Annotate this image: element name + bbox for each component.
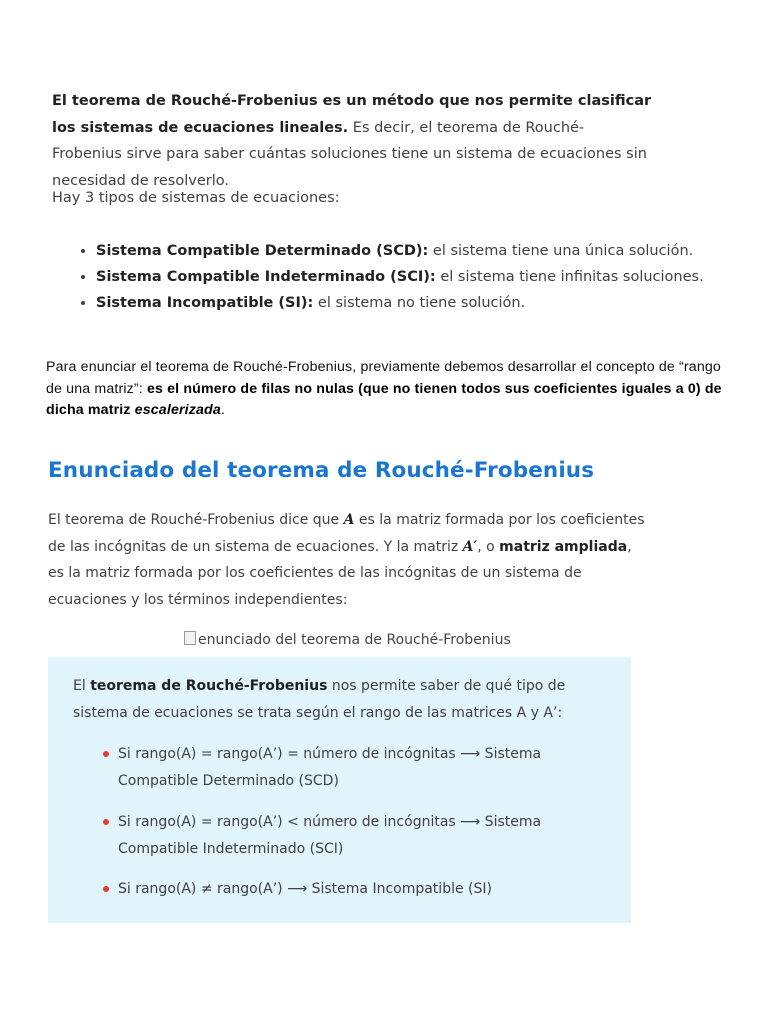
list-item	[96, 264, 716, 290]
statement-text: es la matriz formada por los coeficientes de las incógnitas de un sistema de ecuaciones. Y la matriz	[48, 512, 645, 555]
rango-bold	[46, 381, 722, 419]
image-alt-text: enunciado del teorema de Rouché-Frobenius	[198, 632, 511, 648]
theorem-box	[48, 657, 631, 923]
broken-image-icon	[184, 631, 196, 645]
intro-bold: El teorema de Rouché-Frobenius es un método que nos permite clasificar los sistemas de ecuaciones lineales.	[52, 93, 652, 136]
bullet-icon	[103, 751, 109, 757]
statement-text: El teorema de Rouché-Frobenius dice que	[48, 512, 344, 528]
rule-text: Si rango(A) = rango(A’) < número de incógnitas ⟶ Sistema Compatible Indeterminado (SCI)	[118, 814, 542, 857]
matrix-a: A	[343, 512, 355, 528]
box-bold: teorema de Rouché-Frobenius	[90, 678, 328, 694]
type-desc: el sistema tiene una única solución.	[428, 243, 694, 259]
rule-list	[73, 876, 613, 903]
type-term: Sistema Compatible Determinado (SCD):	[96, 243, 429, 259]
list-item	[96, 238, 716, 264]
section-heading: Enunciado del teorema de Rouché-Frobenius	[48, 458, 595, 483]
statement-text: , o	[477, 538, 500, 555]
types-intro: Hay 3 tipos de sistemas de ecuaciones:	[52, 190, 340, 206]
rule-list	[73, 809, 613, 862]
type-term: Sistema Compatible Indeterminado (SCI):	[96, 269, 436, 285]
bullet-icon	[103, 819, 109, 825]
rango-paragraph	[46, 357, 736, 422]
list-item	[73, 876, 613, 903]
rule-text: Si rango(A) = rango(A’) = número de incógnitas ⟶ Sistema Compatible Determinado (SCD)	[118, 746, 542, 789]
intro-paragraph	[52, 88, 652, 194]
type-desc: el sistema tiene infinitas soluciones.	[435, 269, 704, 285]
rango-bold-text: es el número de filas no nulas (que no tienen todos sus coeficientes iguales a 0) de dicha matriz	[46, 380, 722, 418]
type-desc: el sistema no tiene solución.	[313, 295, 526, 311]
intro-rest: Es decir, el teorema de Rouché-Frobenius sirve para saber cuántas soluciones tiene un sistema de ecuaciones sin necesidad de resolverlo.	[52, 119, 647, 189]
list-item	[96, 290, 716, 316]
bullet-icon	[103, 886, 109, 892]
matrix-a-prime: A′	[462, 538, 478, 555]
broken-image	[184, 631, 511, 648]
rango-italic: escalerizada	[134, 402, 221, 418]
types-list	[52, 238, 716, 316]
type-term: Sistema Incompatible (SI):	[96, 295, 314, 311]
rule-text: Si rango(A) ≠ rango(A’) ⟶ Sistema Incompatible (SI)	[118, 881, 492, 897]
rule-list	[73, 741, 613, 794]
statement-paragraph	[48, 507, 648, 613]
box-paragraph	[73, 673, 613, 726]
statement-text: , es la matriz formada por los coeficientes de las incógnitas de un sistema de ecuaciones y los términos independientes:	[48, 538, 632, 608]
matriz-ampliada: matriz ampliada	[499, 538, 628, 555]
rango-end: .	[220, 402, 225, 418]
list-item	[73, 809, 613, 862]
box-text: nos permite saber de qué tipo de sistema de ecuaciones se trata según el rango de las matrices A y A’:	[73, 678, 566, 721]
box-text: El	[73, 678, 91, 694]
list-item	[73, 741, 613, 794]
rango-plain: Para enunciar el teorema de Rouché-Frobenius, previamente debemos desarrollar el concepto de “rango de una matriz”:	[46, 359, 721, 397]
